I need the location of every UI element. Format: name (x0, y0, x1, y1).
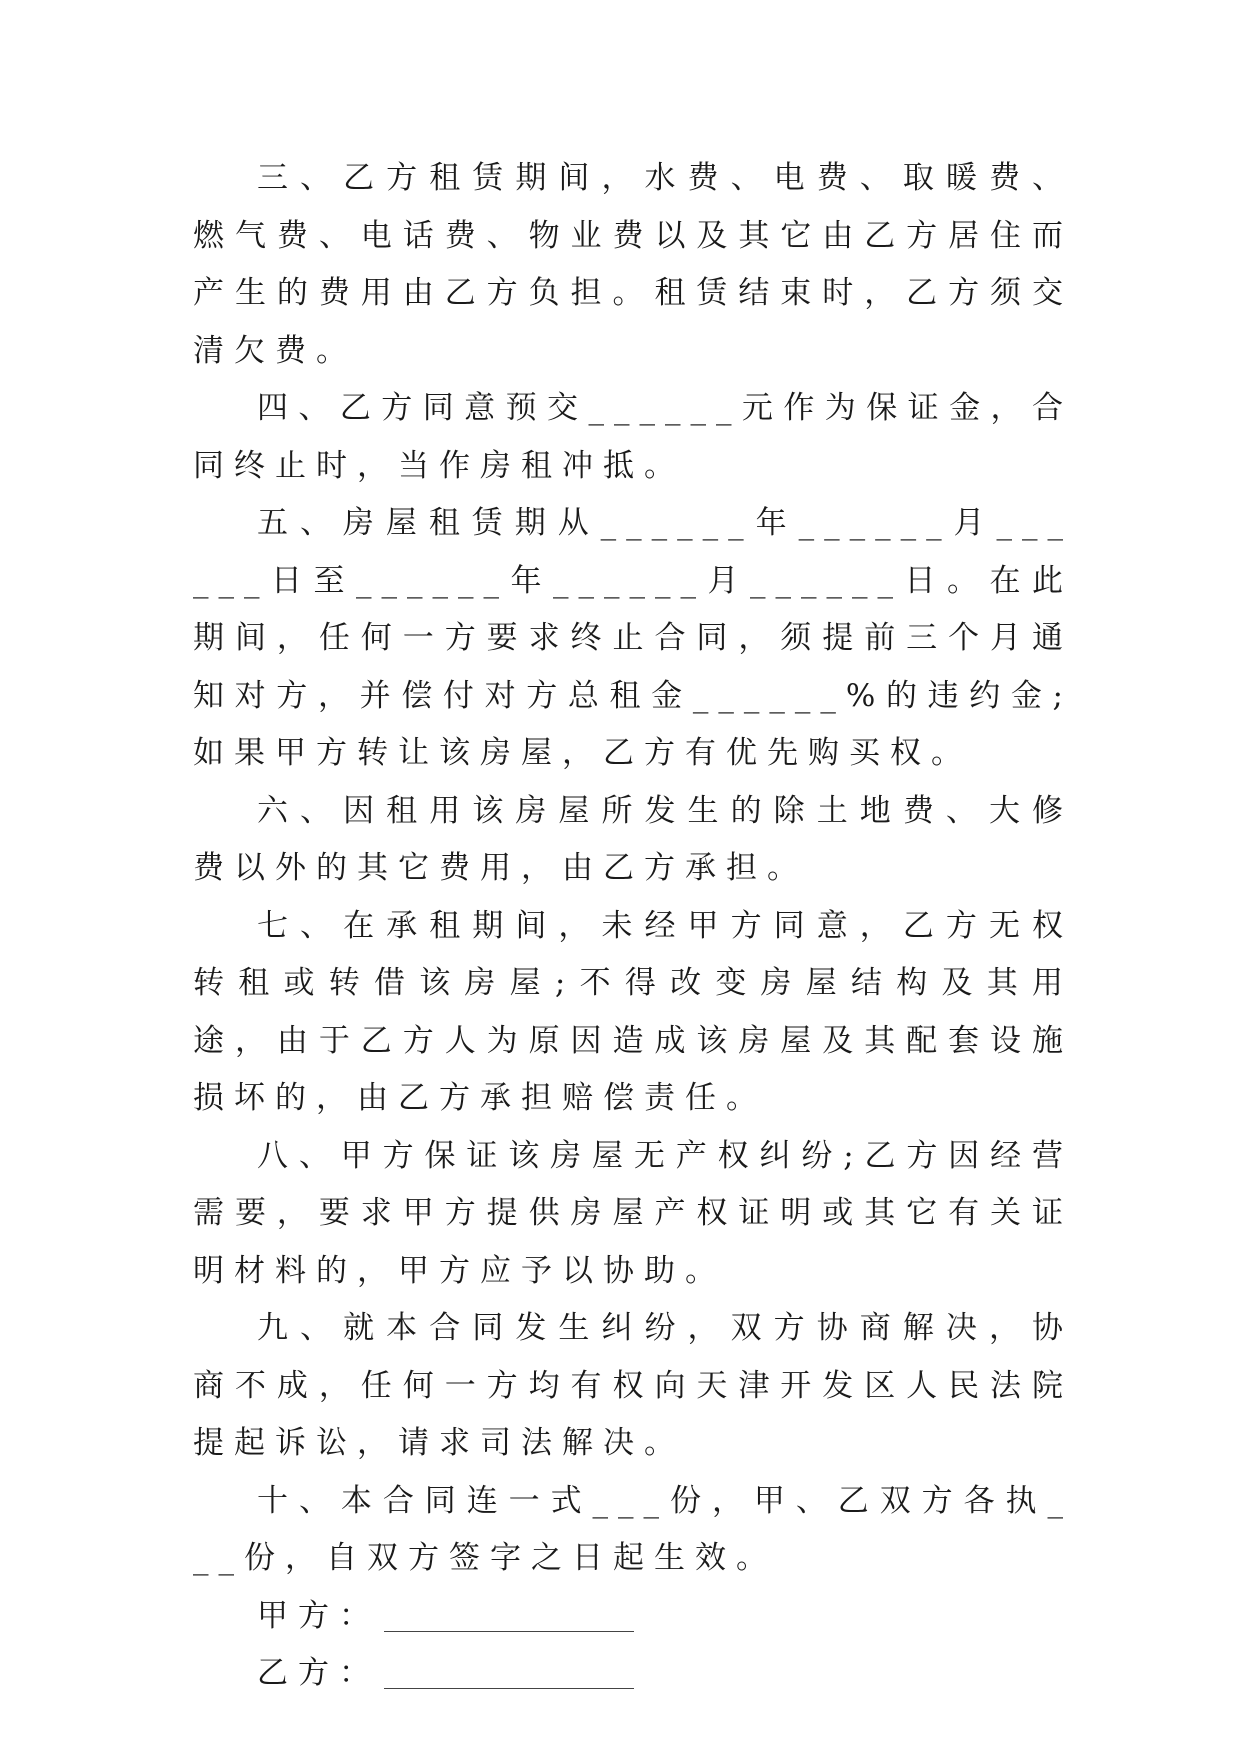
clause-5: 五、房屋租赁期从______年______月______日至______年______月______日。在此期间，任何一方要求终止合同，须提前三个月通知对方，并偿付对方总租金______%的违约金;如果甲方转让该房屋，乙方有优先购买权。 (193, 505, 1073, 771)
clause-8: 八、甲方保证该房屋无产权纠纷;乙方因经营需要，要求甲方提供房屋产权证明或其它有关证明材料的，甲方应予以协助。 (193, 1137, 1073, 1289)
clause-7: 七、在承租期间，未经甲方同意，乙方无权转租或转借该房屋;不得改变房屋结构及其用途，由于乙方人为原因造成该房屋及其配套设施损坏的，由乙方承担赔偿责任。 (193, 907, 1073, 1116)
document-page (193, 150, 1073, 1703)
party-b-label: 乙方： (257, 1655, 380, 1691)
party-a-label: 甲方： (257, 1597, 380, 1634)
party-a-signature-row (193, 1588, 1073, 1646)
party-a-signature-line (384, 1630, 634, 1632)
clause-9: 九、就本合同发生纠纷，双方协商解决，协商不成，任何一方均有权向天津开发区人民法院提起诉讼，请求司法解决。 (193, 1310, 1073, 1461)
party-b-signature-row (193, 1645, 1073, 1703)
clause-3: 三、乙方租赁期间，水费、电费、取暖费、燃气费、电话费、物业费以及其它由乙方居住而产生的费用由乙方负担。租赁结束时，乙方须交清欠费。 (193, 160, 1073, 369)
party-b-signature-line (384, 1687, 634, 1689)
clause-10: 十、本合同连一式___份，甲、乙双方各执___份，自双方签字之日起生效。 (193, 1482, 1073, 1576)
clause-4: 四、乙方同意预交______元作为保证金，合同终止时，当作房租冲抵。 (193, 390, 1073, 484)
clause-6: 六、因租用该房屋所发生的除土地费、大修费以外的其它费用，由乙方承担。 (193, 792, 1073, 886)
